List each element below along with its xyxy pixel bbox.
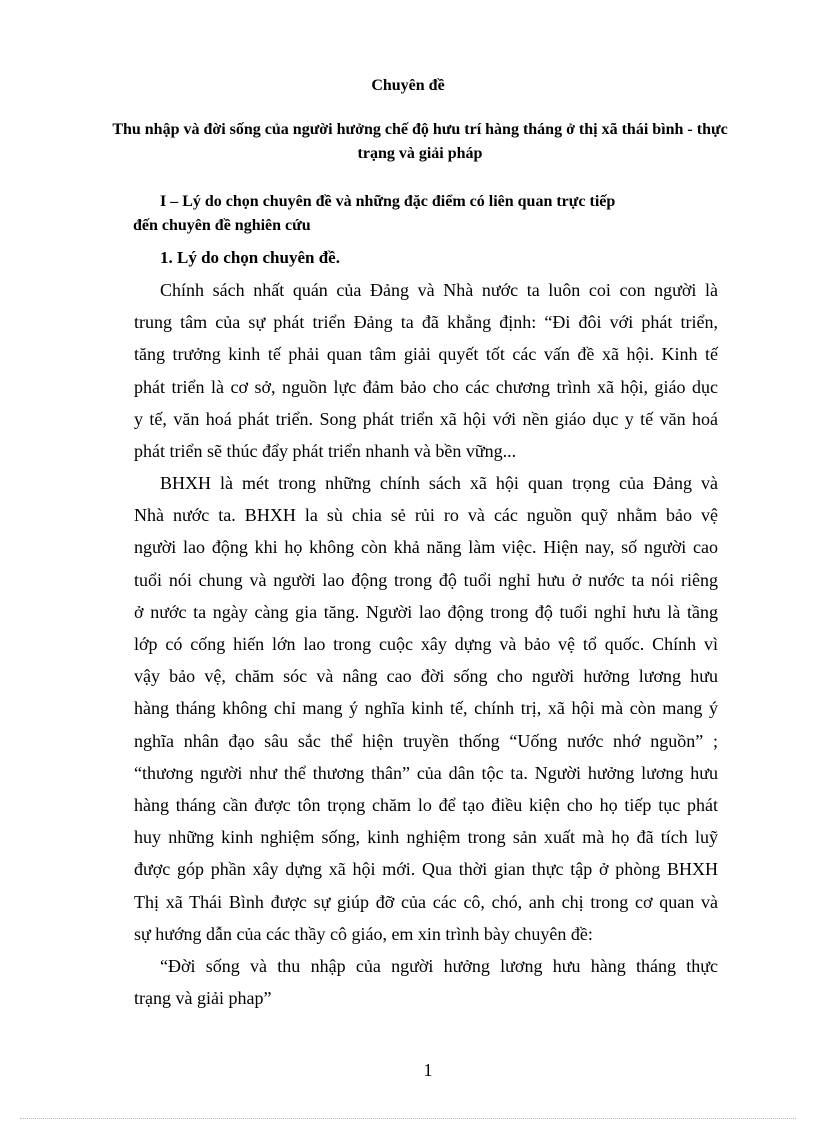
paragraph-line: hàng tháng cần được tôn trọng chăm lo để tạo điều kiện cho họ tiếp tục phát — [134, 795, 718, 816]
paragraph — [134, 467, 718, 950]
paragraph-line: trung tâm của sự phát triển Đảng ta đã khẳng định: “Đi đôi với phát triển, — [134, 312, 718, 333]
paragraph-line: phát triển sẽ thúc đẩy phát triển nhanh và bền vững... — [134, 441, 517, 462]
paragraph-line: vậy bảo vệ, chăm sóc và nâng cao đời sống cho người hưởng lương hưu — [134, 666, 718, 687]
paragraph-line: BHXH là mét trong những chính sách xã hội quan trọng của Đảng và — [160, 473, 718, 493]
paragraph-line: hàng tháng không chỉ mang ý nghĩa kinh tế, chính trị, xã hội mà còn mang ý — [134, 698, 718, 719]
section-heading — [133, 190, 718, 238]
paragraph-line: người lao động khi họ không còn khả năng làm việc. Hiện nay, số người cao — [134, 537, 718, 558]
paragraph-line: huy những kinh nghiệm sống, kinh nghiệm trong sản xuất mà họ đã tích luỹ — [134, 827, 718, 848]
section-heading-line-2: đến chuyên đề nghiên cứu — [133, 217, 311, 234]
body-paragraph-2 — [134, 467, 718, 950]
paragraph-line: trạng và giải phap” — [134, 988, 272, 1009]
paragraph-line: lớp có cống hiến lớn lao trong cuộc xây dựng và bảo vệ tổ quốc. Chính vì — [134, 634, 718, 655]
paragraph-line: ở nước ta ngày càng gia tăng. Người lao động trong độ tuổi nghỉ hưu là tầng — [134, 601, 718, 622]
paragraph-line: “thương người như thể thương thân” của dân tộc ta. Người hưởng lương hưu — [134, 762, 718, 783]
paragraph-line: nghĩa nhân đạo sâu sắc thể hiện truyền thống “Uống nước nhớ nguồn” ; — [134, 730, 718, 751]
paragraph-line: tăng trưởng kinh tế phải quan tâm giải quyết tốt các vấn đề xã hội. Kinh tế — [134, 344, 718, 365]
paragraph — [134, 274, 718, 467]
paragraph-line: y tế, văn hoá phát triển. Song phát triển xã hội với nền giáo dục y tế văn hoá — [134, 408, 718, 429]
body-paragraph-3 — [134, 950, 718, 1014]
paragraph-line: Chính sách nhất quán của Đảng và Nhà nước ta luôn coi con người là — [160, 280, 718, 300]
page-number: 1 — [423, 1060, 433, 1080]
paragraph-line: được góp phần xây dựng xã hội mới. Qua thời gian thực tập ở phòng BHXH — [134, 859, 718, 880]
paragraph-line: phát triển là cơ sở, nguồn lực đảm bảo cho các chương trình xã hội, giáo dục — [134, 376, 718, 397]
page-bottom-border — [20, 1118, 796, 1119]
paragraph — [134, 950, 718, 1014]
paragraph-line: Thị xã Thái Bình được sự giúp đỡ của các cô, chó, anh chị trong cơ quan và — [134, 891, 718, 912]
paragraph-line: sự hướng dẫn của các thầy cô giáo, em xin trình bày chuyên đề: — [134, 923, 593, 944]
paragraph-line: tuổi nói chung và người lao động trong độ tuổi nghỉ hưu ở nước ta nói riêng — [134, 569, 718, 590]
subsection-heading: 1. Lý do chọn chuyên đề. — [160, 248, 340, 267]
section-heading-line-1: I – Lý do chọn chuyên đề và những đặc điểm có liên quan trực tiếp — [160, 193, 616, 210]
document-title: Chuyên đề — [371, 77, 445, 94]
paragraph-line: Nhà nước ta. BHXH la sù chia sẻ rủi ro và các nguồn quỹ nhằm bảo vệ — [134, 505, 718, 526]
document-subtitle: Thu nhập và đời sống của người hưởng chế độ hưu trí hàng tháng ở thị xã thái bình - thực trạng và giải pháp — [112, 121, 728, 162]
paragraph-line: “Đời sống và thu nhập của người hưởng lương hưu hàng tháng thực — [160, 956, 718, 976]
body-paragraph-1 — [134, 274, 718, 467]
